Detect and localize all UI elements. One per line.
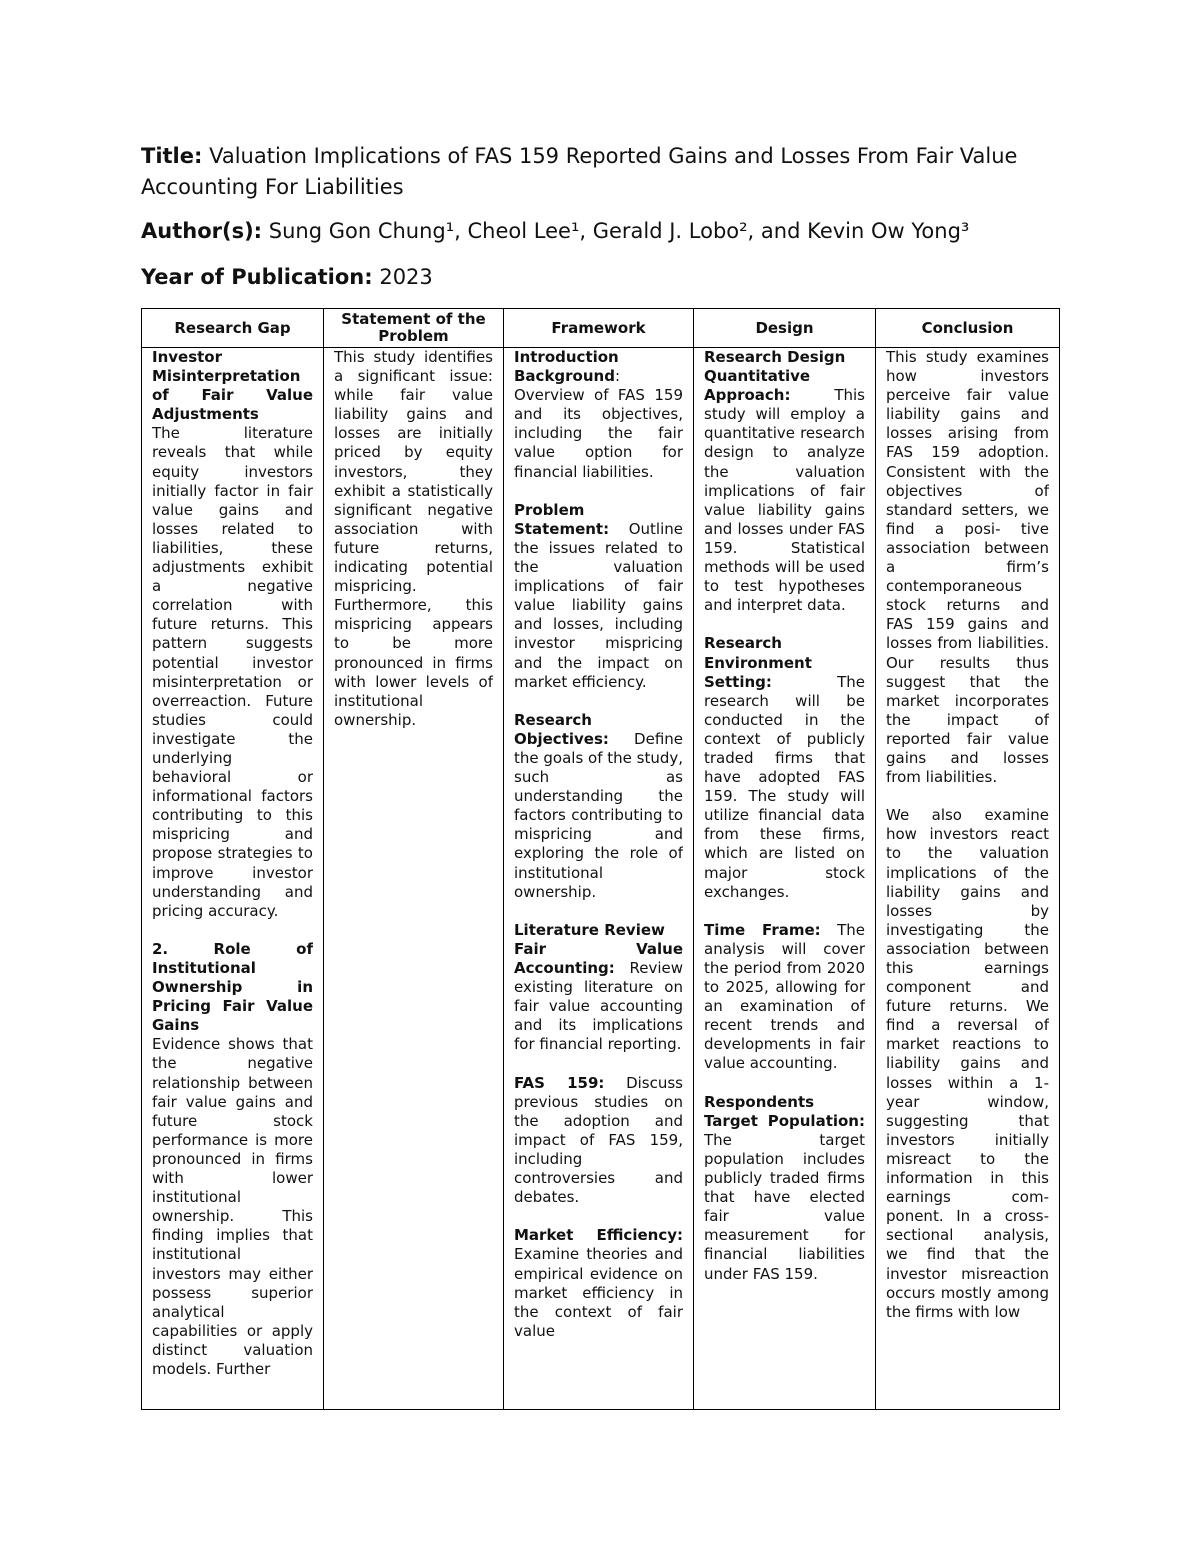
document-authors [141, 216, 1071, 247]
design-section [704, 348, 865, 615]
framework-section [514, 711, 683, 902]
title-label: Title: [141, 144, 203, 168]
conclusion-cell [876, 348, 1060, 1410]
framework-cell [504, 348, 694, 1410]
section-label: Fair Value Accounting: [514, 939, 683, 977]
section-label: Quantitative Approach: [704, 367, 811, 405]
design-cell [694, 348, 876, 1410]
section-heading: Respondents [704, 1092, 815, 1111]
research-gap-cell [142, 348, 324, 1410]
section-body: This study identifies a significant issue: while fair value liability gains and losses are initially priced by equity investors, they exhibit a statistically significant negative association with future returns, indicating potential mispricing. Furthermore, this mispricing appears to be more pronounced in firms with lower levels of institutional ownership. [334, 348, 493, 729]
framework-section [514, 1074, 683, 1208]
year-label: Year of Publication: [141, 265, 373, 289]
section-body: Outline the issues related to the valuation implications of fair value liability gains and losses, including investor mispricing and the impact on market efficiency. [514, 519, 683, 691]
label-separator: : [614, 367, 621, 386]
framework-section [514, 348, 683, 482]
title-text: Valuation Implications of FAS 159 Reported Gains and Losses From Fair Value Accounting For Liabilities [141, 144, 1018, 199]
framework-section [514, 921, 683, 1055]
table-row [142, 348, 1060, 1410]
section-body: Review existing literature on fair value accounting and its implications for financial reporting. [514, 959, 683, 1054]
publication-year [141, 262, 1071, 293]
section-body: The target population includes publicly traded firms that have elected fair value measurement for financial liabilities under FAS 159. [704, 1130, 865, 1283]
section-heading: Research Environment [704, 634, 812, 672]
section-label: Time Frame: [704, 920, 821, 939]
section-body: Discuss previous studies on the adoption and impact of FAS 159, including controversies and debates. [514, 1073, 683, 1207]
section-body: Overview of FAS 159 and its objectives, including the fair value option for financial liabilities. [514, 386, 683, 481]
column-header-statement-of-problem: Statement of the Problem [324, 309, 504, 348]
framework-section [514, 1226, 683, 1341]
section-body: This study examines how investors perceive fair value liability gains and losses arising from FAS 159 adoption. Consistent with the objectives of standard setters, we find a posi- tive association between a firm’s contemporaneous stock returns and FAS 159 gains and losses from liabilities. Our results thus suggest that the market incorporates the impact of reported fair value gains and losses from liabilities. [886, 348, 1049, 787]
statement-of-problem-cell [324, 348, 504, 1410]
column-header-framework: Framework [504, 309, 694, 348]
research-matrix-table [141, 308, 1060, 1410]
section-body: The research will be conducted in the context of publicly traded firms that have adopted FAS 159. The study will utilize financial data from these firms, which are listed on major stock exchanges. [704, 672, 865, 901]
design-section [704, 1093, 865, 1284]
document-title [141, 141, 1071, 203]
section-body: The literature reveals that while equity investors initially factor in fair value gains and losses related to liabilities, these adjustments exhibit a negative correlation with future returns. This pattern suggests potential investor misinterpretation or overreaction. Future studies could investigate the underlying behavioral or informational factors contributing to this mispricing and propose strategies to improve investor understanding and pricing accuracy. [152, 424, 313, 920]
authors-label: Author(s): [141, 219, 263, 243]
framework-section [514, 501, 683, 692]
section-body: Examine theories and empirical evidence on market efficiency in the context of fair value [514, 1245, 683, 1340]
section-heading: 2. Role of Institutional Ownership in Pricing Fair Value Gains [152, 939, 313, 1035]
column-header-conclusion: Conclusion [876, 309, 1060, 348]
section-body: The analysis will cover the period from 2020 to 2025, allowing for an examination of recent trends and developments in fair value accounting. [704, 920, 865, 1073]
section-label: Problem Statement: [514, 500, 610, 538]
section-label: Research Objectives: [514, 710, 609, 748]
section-label: FAS 159: [514, 1073, 605, 1092]
column-header-research-gap: Research Gap [142, 309, 324, 348]
section-body: This study will employ a quantitative research design to analyze the valuation implications of fair value liability gains and losses under FAS 159. Statistical methods will be used to test hypotheses and interpret data. [704, 386, 865, 615]
research-gap-section [152, 940, 313, 1379]
year-text: 2023 [379, 265, 433, 289]
section-heading: Investor Misinterpretation of Fair Value Adjustments [152, 348, 313, 424]
section-body: We also examine how investors react to the valuation implications of the liability gains and losses by investigating the association between this earnings component and future returns. We find a reversal of market reactions to liability gains and losses within a 1-year window, suggesting that investors initially misreact to the information in this earnings com- ponent. In a cross- sectional analysis, we find that the investor misreaction occurs mostly among the firms with low [886, 806, 1049, 1321]
research-gap-section [152, 348, 313, 921]
section-body: Evidence shows that the negative relationship between fair value gains and future stock performance is more pronounced in firms with lower institutional ownership. This finding implies that institutional investors may either possess superior analytical capabilities or apply distinct valuation models. Further [152, 1035, 313, 1378]
section-heading: Introduction [514, 348, 619, 366]
section-label: Setting: [704, 672, 772, 691]
section-heading: Research Design [704, 348, 846, 366]
design-section [704, 921, 865, 1074]
table-header-row [142, 309, 1060, 348]
design-section [704, 634, 865, 901]
section-heading: Literature Review [514, 920, 665, 939]
section-label: Background [514, 367, 615, 386]
section-body: Define the goals of the study, such as understanding the factors contributing to mispricing and exploring the role of institutional ownership. [514, 729, 683, 901]
section-label: Market Efficiency: [514, 1226, 683, 1245]
section-label: Target Population: [704, 1111, 865, 1130]
column-header-design: Design [694, 309, 876, 348]
authors-text: Sung Gon Chung¹, Cheol Lee¹, Gerald J. Lobo², and Kevin Ow Yong³ [268, 219, 970, 243]
